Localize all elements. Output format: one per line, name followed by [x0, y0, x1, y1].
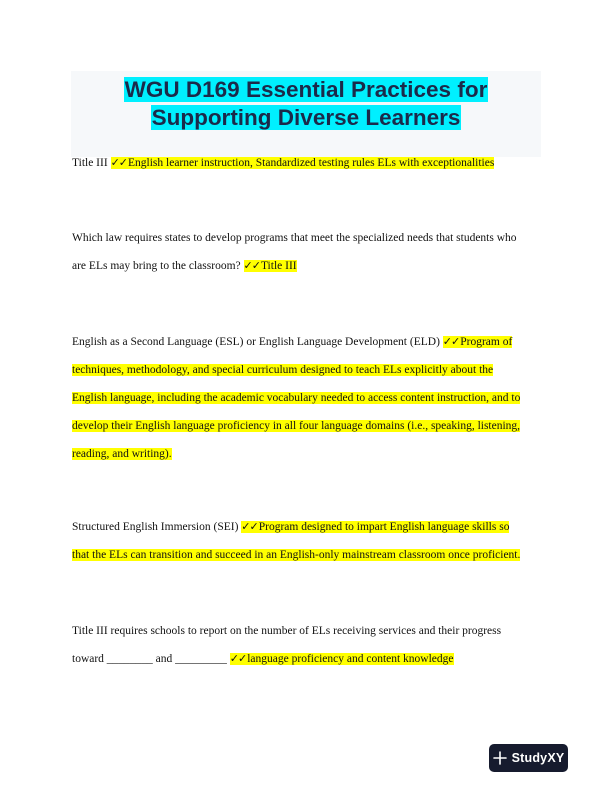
answer-highlight [111, 157, 495, 169]
double-check-icon: ✓✓ [243, 259, 260, 272]
answer-text: Program designed to impart English language skills so [258, 521, 510, 533]
answer-highlight [230, 653, 454, 665]
studyxy-logo-text: StudyXY [511, 751, 565, 765]
answer-text: English language, including the academic vocabulary needed to access content instruction, and to [72, 392, 521, 404]
double-check-icon: ✓✓ [229, 652, 247, 665]
qa-item-esl-eld [72, 328, 542, 468]
document-title [71, 71, 541, 157]
double-check-icon: ✓✓ [110, 156, 127, 169]
plus-sparkle-icon [493, 751, 507, 765]
question-text: toward ________ and _________ [72, 653, 230, 665]
answer-text: language proficiency and content knowledge [247, 653, 454, 665]
question-text: English as a Second Language (ESL) or English Language Development (ELD) [72, 336, 443, 348]
answer-text: English learner instruction, Standardized testing rules ELs with exceptionalities [128, 157, 495, 169]
question-text: Which law requires states to develop programs that meet the specialized needs that students who [72, 232, 517, 244]
qa-item-title-iii-report [72, 617, 542, 673]
answer-text: reading, and writing). [72, 448, 172, 460]
title-line-1: WGU D169 Essential Practices for [124, 77, 488, 102]
answer-highlight [241, 521, 509, 533]
title-line-2: Supporting Diverse Learners [151, 105, 461, 130]
qa-item-title-iii [72, 149, 542, 177]
question-text: are ELs may bring to the classroom? [72, 260, 244, 272]
answer-highlight [443, 336, 513, 348]
answer-text: that the ELs can transition and succeed in an English-only mainstream classroom once proficient. [72, 549, 521, 561]
answer-text: Program of [460, 336, 513, 348]
qa-item-sei [72, 513, 542, 569]
studyxy-badge[interactable] [489, 744, 568, 772]
question-text: Title III [72, 157, 111, 169]
question-text: Title III requires schools to report on the number of ELs receiving services and their progress [72, 625, 502, 637]
double-check-icon: ✓✓ [442, 335, 460, 348]
answer-text: develop their English language proficiency in all four language domains (i.e., speaking, listening, [72, 420, 521, 432]
qa-item-law-states [72, 224, 542, 280]
answer-highlight [244, 260, 297, 272]
double-check-icon: ✓✓ [241, 520, 258, 533]
question-text: Structured English Immersion (SEI) [72, 521, 242, 533]
answer-text: Title III [260, 260, 297, 272]
answer-text: techniques, methodology, and special curriculum designed to teach ELs explicitly about the [72, 364, 494, 376]
